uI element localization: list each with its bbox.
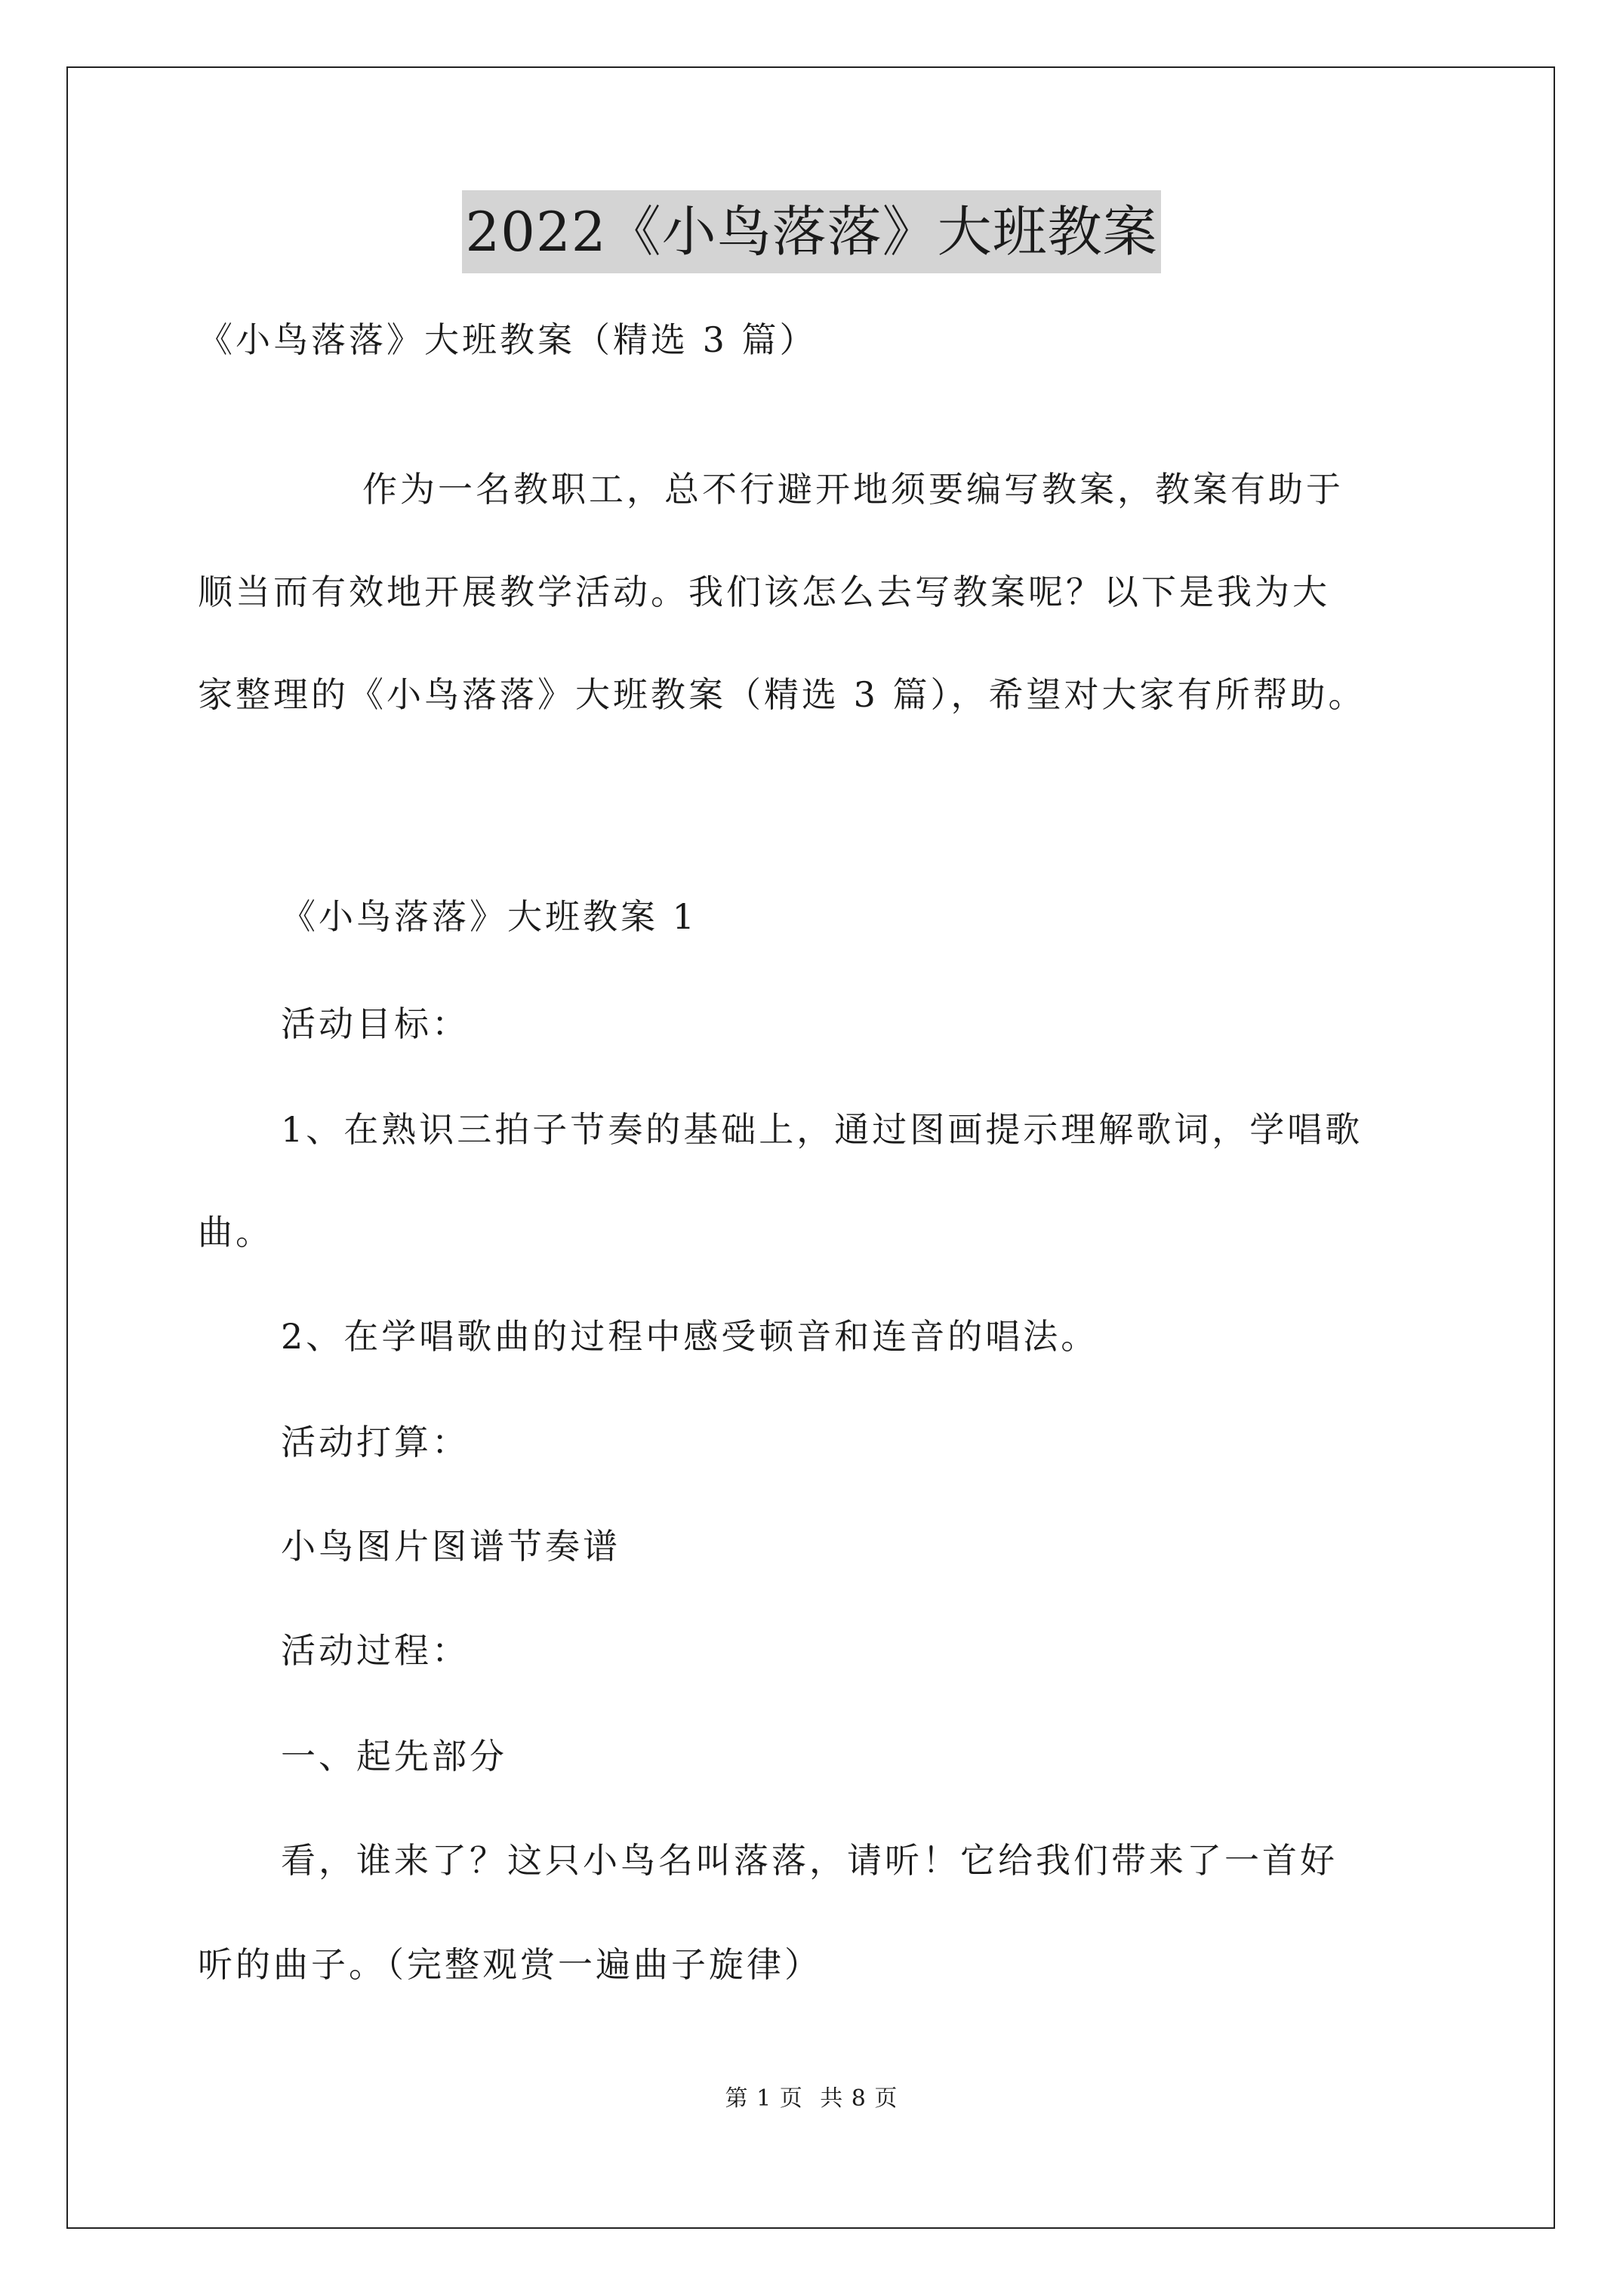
body-line-5: 活动打算： <box>281 1422 470 1462</box>
page-number: 第 1 页 <box>725 2085 803 2112</box>
title-container <box>0 190 1623 273</box>
body-line-7: 活动过程： <box>281 1630 470 1671</box>
intro-line-3: 家整理的《小鸟落落》大班教案（精选 3 篇），希望对大家有所帮助。 <box>198 674 1366 715</box>
page-total: 共 8 页 <box>820 2085 898 2112</box>
body-line-6: 小鸟图片图谱节奏谱 <box>281 1526 621 1567</box>
body-line-10: 听的曲子。（完整观赏一遍曲子旋律） <box>198 1944 822 1985</box>
body-line-1: 活动目标： <box>281 1003 470 1044</box>
page-footer <box>0 2084 1623 2114</box>
body-line-9: 看，谁来了？这只小鸟名叫落落，请听！它给我们带来了一首好 <box>281 1840 1338 1881</box>
section-heading: 《小鸟落落》大班教案 1 <box>281 896 698 937</box>
body-line-3: 曲。 <box>198 1212 273 1253</box>
intro-line-1: 作为一名教职工，总不行避开地须要编写教案，教案有助于 <box>362 469 1344 510</box>
document-subtitle: 《小鸟落落》大班教案（精选 3 篇） <box>198 319 818 360</box>
body-line-4: 2、在学唱歌曲的过程中感受顿音和连音的唱法。 <box>281 1316 1099 1357</box>
body-line-2: 1、在熟识三拍子节奏的基础上，通过图画提示理解歌词，学唱歌 <box>281 1109 1363 1150</box>
document-title: 2022《小鸟落落》大班教案 <box>462 190 1160 273</box>
intro-line-2: 顺当而有效地开展教学活动。我们该怎么去写教案呢？以下是我为大 <box>198 572 1330 612</box>
body-line-8: 一、起先部分 <box>281 1736 507 1777</box>
